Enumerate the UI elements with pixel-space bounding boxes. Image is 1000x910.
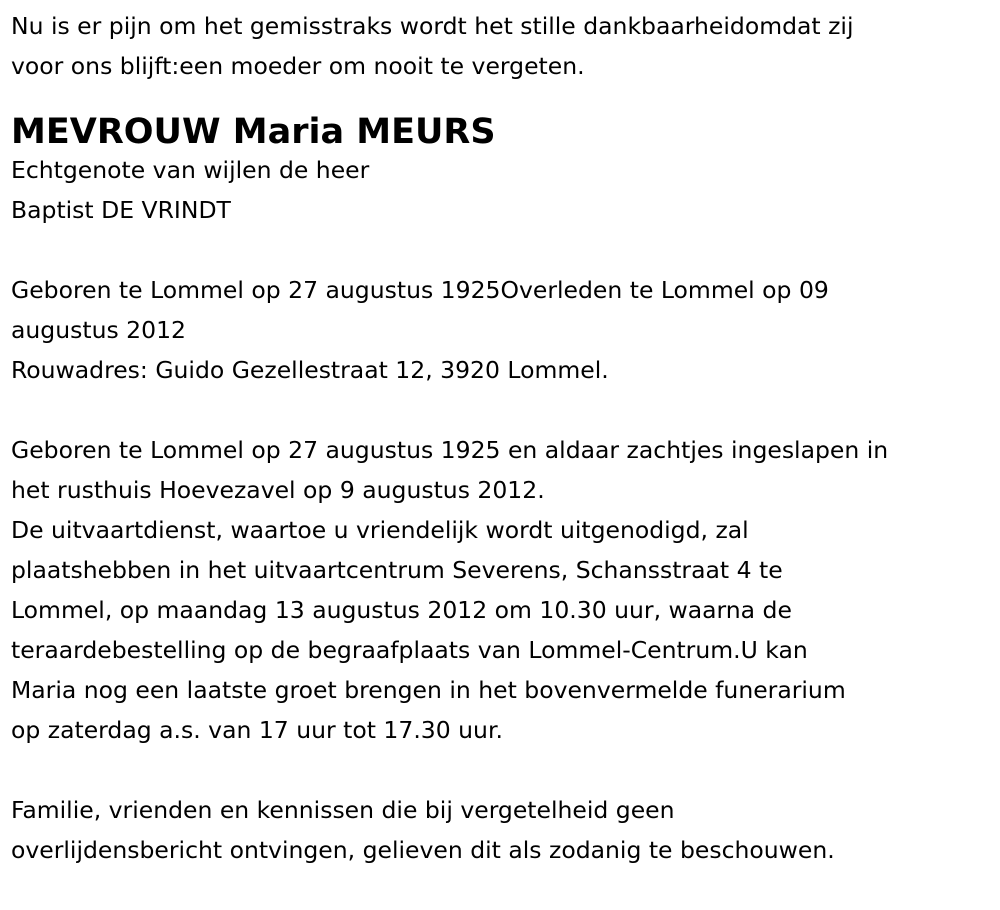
spacer [11, 390, 990, 430]
body-line: het rusthuis Hoevezavel op 9 augustus 2012. [11, 476, 545, 504]
body-line: Geboren te Lommel op 27 augustus 1925 en aldaar zachtjes ingeslapen in [11, 436, 889, 464]
closing-line: Familie, vrienden en kennissen die bij vergetelheid geen [11, 796, 675, 824]
body-line: plaatshebben in het uitvaartcentrum Severens, Schansstraat 4 te [11, 556, 783, 584]
intro-line: Nu is er pijn om het gemisstraks wordt het stille dankbaarheidomdat zij [11, 12, 854, 40]
body-line: Maria nog een laatste groet brengen in het bovenvermelde funerarium [11, 676, 846, 704]
intro-paragraph [11, 6, 990, 86]
body-line: op zaterdag a.s. van 17 uur tot 17.30 uur. [11, 716, 503, 744]
intro-line: voor ons blijft:een moeder om nooit te vergeten. [11, 52, 585, 80]
body-line: teraardebestelling op de begraafplaats van Lommel-Centrum.U kan [11, 636, 808, 664]
relation-line: Echtgenote van wijlen de heer [11, 156, 370, 184]
relation-paragraph [11, 150, 990, 230]
body-paragraph [11, 430, 990, 750]
spacer [11, 230, 990, 270]
details-paragraph [11, 270, 990, 390]
body-line: Lommel, op maandag 13 augustus 2012 om 10.30 uur, waarna de [11, 596, 792, 624]
closing-line: overlijdensbericht ontvingen, gelieven dit als zodanig te beschouwen. [11, 836, 835, 864]
relation-line: Baptist DE VRINDT [11, 196, 231, 224]
closing-paragraph [11, 790, 990, 870]
spacer [11, 750, 990, 790]
address-line: Rouwadres: Guido Gezellestraat 12, 3920 Lommel. [11, 356, 609, 384]
body-line: De uitvaartdienst, waartoe u vriendelijk wordt uitgenodigd, zal [11, 516, 749, 544]
details-line: augustus 2012 [11, 316, 186, 344]
deceased-name: MEVROUW Maria MEURS [11, 112, 496, 152]
details-line: Geboren te Lommel op 27 augustus 1925Overleden te Lommel op 09 [11, 276, 829, 304]
